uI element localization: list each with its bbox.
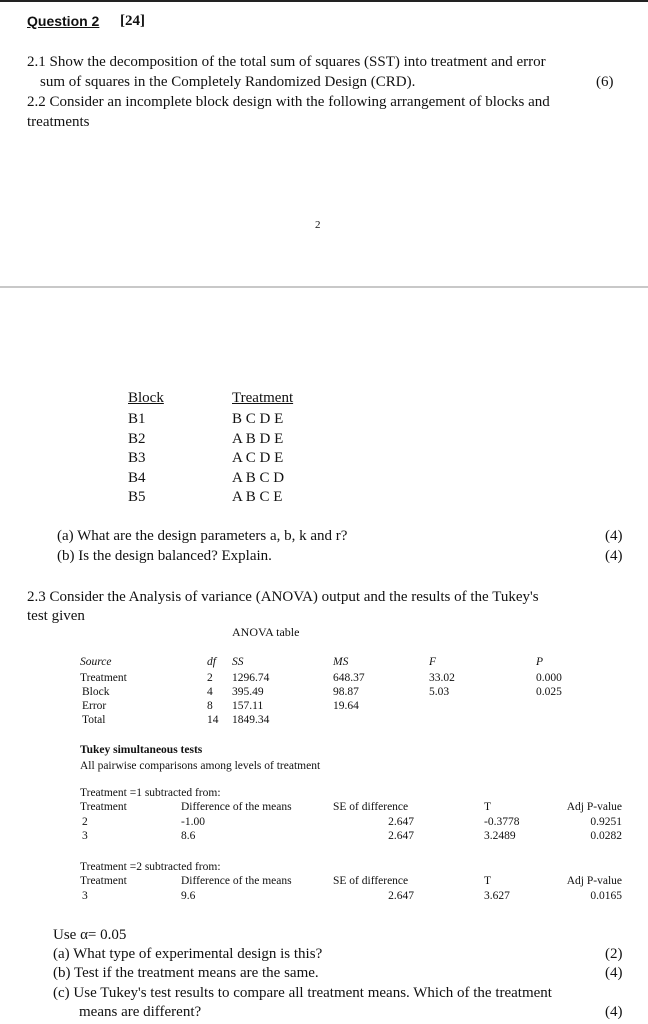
- question-marks: [24]: [120, 13, 145, 29]
- page-number: 2: [315, 219, 321, 231]
- block-treatments: A B C D: [232, 469, 285, 486]
- q23-line2: test given: [27, 608, 85, 624]
- q23c: (c) Use Tukey's test results to compare all treatment means. Which of the treatment: [53, 985, 552, 1001]
- q23a-marks: (2): [605, 946, 623, 962]
- tukey-cell: 2.647: [388, 816, 414, 828]
- block-label: B4: [128, 469, 146, 486]
- anova-cell: 157.11: [232, 700, 264, 712]
- block-label: B1: [128, 411, 146, 427]
- anova-cell: Treatment: [80, 672, 127, 684]
- treatment-header: Treatment: [232, 390, 294, 406]
- q21-line2: sum of squares in the Completely Randomized Design (CRD).: [40, 74, 416, 90]
- alpha-note: Use α= 0.05: [53, 927, 127, 943]
- tukey-group-label: Treatment =1 subtracted from:: [80, 787, 221, 799]
- tukey-header: Difference of the means: [181, 875, 292, 887]
- q23b: (b) Test if the treatment means are the same.: [53, 965, 319, 981]
- q23-line1: 2.3 Consider the Analysis of variance (ANOVA) output and the results of the Tukey's: [27, 589, 539, 605]
- anova-cell: 19.64: [333, 700, 359, 712]
- tukey-title: Tukey simultaneous tests: [80, 744, 203, 756]
- anova-cell: 4: [207, 686, 213, 698]
- question-title: Question 2: [27, 13, 100, 29]
- q23b-marks: (4): [605, 965, 623, 981]
- anova-cell: Block: [82, 686, 110, 698]
- block-treatments: A C D E: [232, 450, 284, 466]
- block-label: B5: [128, 489, 146, 505]
- anova-cell: 395.49: [232, 686, 264, 698]
- block-treatments: B C D E: [232, 411, 284, 427]
- tukey-cell: 8.6: [181, 830, 196, 842]
- anova-header: Source: [80, 656, 112, 668]
- tukey-subtitle: All pairwise comparisons among levels of treatment: [80, 760, 321, 772]
- tukey-cell: 2.647: [388, 830, 414, 842]
- tukey-header: Treatment: [80, 875, 127, 887]
- q21-line1: 2.1 Show the decomposition of the total sum of squares (SST) into treatment and error: [27, 54, 546, 70]
- tukey-cell: 3: [82, 830, 88, 842]
- top-border: [0, 0, 648, 2]
- q22b: (b) Is the design balanced? Explain.: [57, 548, 272, 564]
- q22a: (a) What are the design parameters a, b, k and r?: [57, 528, 348, 544]
- tukey-cell: 2.647: [388, 890, 414, 902]
- anova-cell: 0.000: [536, 672, 562, 684]
- tukey-header: Difference of the means: [181, 801, 292, 813]
- tukey-header: Adj P-value: [566, 801, 622, 813]
- anova-cell: Error: [82, 700, 107, 712]
- q21-marks: (6): [596, 74, 614, 90]
- tukey-header: Treatment: [80, 801, 127, 813]
- tukey-cell: -0.3778: [484, 816, 520, 828]
- q22-line2: treatments: [27, 114, 90, 130]
- tukey-cell: 0.0282: [590, 830, 622, 842]
- q23c-marks: (4): [605, 1004, 623, 1020]
- tukey-cell: 3: [82, 890, 88, 902]
- anova-cell: Total: [82, 714, 106, 726]
- tukey-cell: -1.00: [181, 816, 205, 828]
- anova-cell: 33.02: [429, 672, 455, 684]
- anova-header: SS: [232, 656, 244, 668]
- anova-title: ANOVA table: [232, 625, 300, 639]
- anova-cell: 1296.74: [232, 672, 270, 684]
- q23a: (a) What type of experimental design is this?: [53, 946, 323, 962]
- q22a-marks: (4): [605, 528, 623, 544]
- anova-header: MS: [333, 656, 349, 668]
- tukey-header: T: [484, 875, 492, 887]
- anova-cell: 0.025: [536, 686, 562, 698]
- anova-cell: 8: [207, 700, 213, 712]
- anova-header: F: [429, 656, 437, 668]
- page-separator: [0, 286, 648, 288]
- tukey-cell: 3.627: [484, 890, 510, 902]
- block-label: B2: [128, 430, 146, 447]
- anova-cell: 2: [207, 672, 213, 684]
- anova-header: df: [207, 656, 216, 668]
- anova-cell: 1849.34: [232, 714, 270, 726]
- anova-cell: 98.87: [333, 686, 359, 698]
- q22b-marks: (4): [605, 548, 623, 564]
- tukey-cell: 2: [82, 816, 88, 828]
- tukey-header: T: [484, 801, 492, 813]
- tukey-header: SE of difference: [333, 801, 409, 813]
- anova-header: P: [536, 656, 544, 668]
- block-label: B3: [128, 450, 146, 466]
- block-treatments: A B C E: [232, 489, 283, 505]
- block-header: Block: [128, 390, 164, 406]
- tukey-cell: 0.9251: [590, 816, 622, 828]
- anova-cell: 14: [207, 714, 219, 726]
- tukey-group-label: Treatment =2 subtracted from:: [80, 861, 221, 873]
- block-treatments: A B D E: [232, 430, 284, 447]
- q22-line1: 2.2 Consider an incomplete block design with the following arrangement of blocks and: [27, 94, 550, 110]
- tukey-header: SE of difference: [333, 875, 409, 887]
- anova-cell: 5.03: [429, 686, 450, 698]
- tukey-header: Adj P-value: [566, 875, 622, 887]
- anova-cell: 648.37: [333, 672, 365, 684]
- q23c-line2: means are different?: [79, 1004, 202, 1020]
- tukey-cell: 9.6: [181, 890, 196, 902]
- tukey-cell: 3.2489: [484, 830, 516, 842]
- tukey-cell: 0.0165: [590, 890, 622, 902]
